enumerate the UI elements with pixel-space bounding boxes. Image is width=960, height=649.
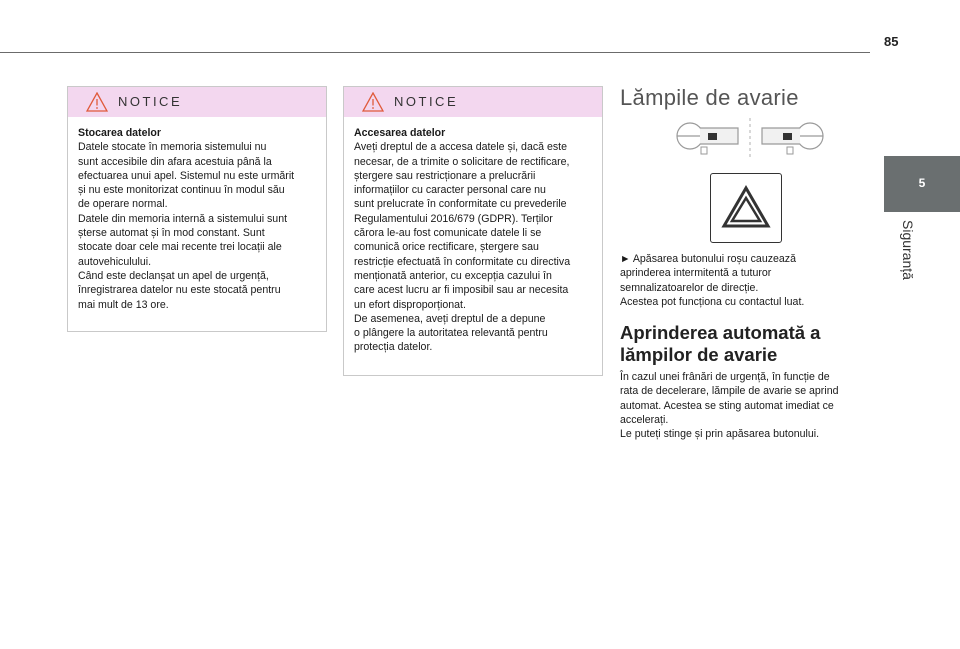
notice-line: de operare normal. — [78, 198, 168, 211]
chapter-title: Siguranță — [900, 220, 916, 280]
notice-line: cărora le-au fost comunicate datele li se — [354, 227, 542, 240]
subsection-line: rata de decelerare, lămpile de avarie se aprind — [620, 385, 839, 398]
notice-title: NOTICE — [394, 94, 459, 109]
notice-line: stocate doar cele mai recente trei locații ale — [78, 241, 282, 254]
notice-line: protecția datelor. — [354, 341, 433, 354]
notice-line: efectuarea unui apel. Sistemul nu este urmărit — [78, 169, 295, 182]
notice-line: De asemenea, aveți dreptul de a depune — [354, 312, 546, 325]
notice-box-data-access — [343, 86, 603, 376]
notice-line: ștergere sau restricționare a prelucrării — [354, 169, 536, 182]
notice-body — [344, 117, 602, 363]
notice-line: necesar, de a trimite o solicitare de rectificare, — [354, 155, 570, 168]
chapter-title-vertical — [898, 220, 922, 300]
notice-line: sunt prelucrate în conformitate cu prevederile — [354, 198, 567, 211]
notice-line: Regulamentului 2016/679 (GDPR). Terților — [354, 212, 553, 225]
warning-triangle-icon — [86, 92, 108, 112]
subsection-line: accelerați. — [620, 413, 669, 426]
section-line: Acestea pot funcționa cu contactul luat. — [620, 295, 805, 308]
subsection-body — [620, 370, 852, 441]
section-line: ► Apăsarea butonului roșu cauzează — [620, 253, 796, 265]
notice-line: Datele din memoria internă a sistemului sunt — [78, 212, 288, 225]
notice-title: NOTICE — [118, 94, 183, 109]
subsection-line: Le puteți stinge și prin apăsarea butonului. — [620, 428, 820, 441]
notice-line: menționată anterior, cu excepția cazului în — [354, 269, 552, 282]
notice-line: Datele stocate în memoria sistemului nu — [78, 141, 267, 154]
notice-box-data-storage — [67, 86, 327, 332]
subsection-title-line: lămpilor de avarie — [620, 344, 778, 365]
subsection-line: În cazul unei frânări de urgență, în funcție de — [620, 371, 830, 383]
notice-header — [344, 87, 602, 117]
subsection-title-line: Aprinderea automată a — [620, 322, 821, 343]
header-rule — [0, 52, 870, 53]
notice-line: șterse automat și în mod constant. Sunt — [78, 227, 265, 240]
chapter-tab[interactable] — [884, 156, 960, 212]
notice-line: mai mult de 13 ore. — [78, 298, 169, 311]
notice-line: și nu este monitorizat continuu în modul său — [78, 184, 285, 197]
notice-line: o plângere la autoritatea relevantă pentru — [354, 327, 548, 340]
section-title: Lămpile de avarie — [620, 85, 799, 110]
subsection-title — [620, 322, 860, 366]
chapter-number: 5 — [918, 176, 926, 190]
warning-triangle-icon — [362, 92, 384, 112]
notice-line: informațiilor cu caracter personal care nu — [354, 184, 546, 197]
subsection-line: automat. Acestea se sting automat imediat ce — [620, 399, 834, 412]
notice-line: un efort disproporționat. — [354, 298, 466, 311]
notice-line: Când este declanșat un apel de urgență, — [78, 269, 269, 282]
notice-line: sunt accesibile din afara acestuia până la — [78, 155, 272, 168]
section-body — [620, 252, 852, 309]
dashboard-illustration-icon — [670, 116, 830, 160]
notice-line: comunică orice rectificare, ștergere sau — [354, 241, 539, 254]
section-line: semnalizatoarelor de direcție. — [620, 281, 759, 294]
notice-header — [68, 87, 326, 117]
notice-line: Aveți dreptul de a accesa datele și, dacă este — [354, 141, 567, 154]
notice-heading: Stocarea datelor — [78, 127, 162, 139]
hazard-triangle-icon — [711, 174, 781, 242]
notice-line: înregistrarea datelor nu este stocată pentru — [78, 284, 281, 297]
hazard-button-icon — [710, 173, 782, 243]
section-line: aprinderea intermitentă a tuturor — [620, 267, 772, 280]
notice-line: care acest lucru ar fi imposibil sau ar necesita — [354, 284, 569, 297]
notice-body — [68, 117, 326, 320]
notice-heading: Accesarea datelor — [354, 127, 446, 139]
page-number: 85 — [884, 34, 899, 49]
notice-line: restricție efectuată în conformitate cu directiva — [354, 255, 571, 268]
notice-line: autovehiculului. — [78, 255, 152, 268]
